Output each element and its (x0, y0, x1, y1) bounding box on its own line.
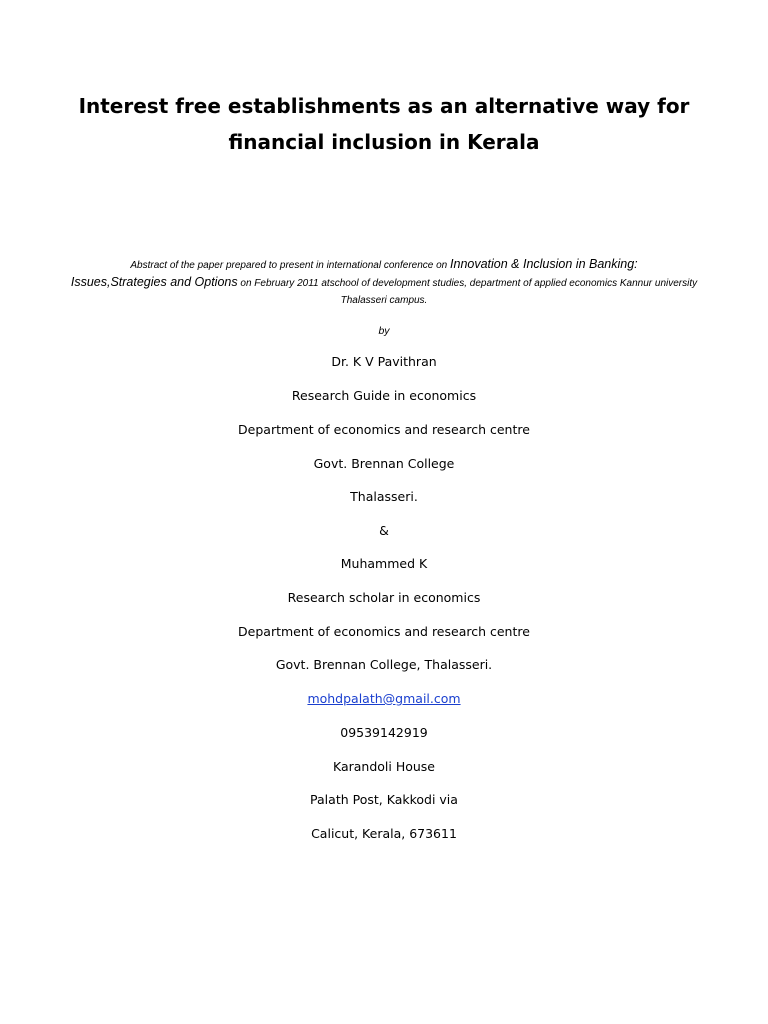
author2-address-line-3: Calicut, Kerala, 673611 (311, 826, 457, 841)
abstract-text-intro: Abstract of the paper prepared to present in international conference on (130, 260, 451, 271)
author2-email-row (0, 690, 768, 708)
conference-name-line-1: Innovation & Inclusion in Banking: (450, 257, 638, 271)
author2-name: Muhammed K (340, 556, 428, 571)
author2-address-line-2: Palath Post, Kakkodi via (310, 792, 458, 807)
author2-department: Department of economics and research centre (238, 624, 530, 639)
by-label: by (378, 325, 390, 337)
author2-college: Govt. Brennan College, Thalasseri. (275, 657, 493, 672)
author2-email-link[interactable]: mohdpalath@gmail.com (307, 691, 461, 706)
abstract-paragraph (70, 256, 698, 309)
author1-name: Dr. K V Pavithran (331, 354, 437, 369)
author1-role: Research Guide in economics (291, 388, 477, 403)
author2-address-line-1: Karandoli House (332, 759, 436, 774)
document-title-line-2: financial inclusion in Kerala (228, 130, 540, 154)
author2-phone: 09539142919 (340, 725, 428, 740)
abstract-text-details: on February 2011 atschool of development studies, department of applied economics Kannur university Thalasseri campus. (237, 278, 698, 306)
author1-college: Govt. Brennan College (313, 456, 455, 471)
author2-role: Research scholar in economics (287, 590, 481, 605)
document-title-line-1: Interest free establishments as an alternative way for (78, 94, 690, 118)
conference-name-line-2: Issues,Strategies and Options (70, 275, 238, 289)
author1-city: Thalasseri. (350, 489, 418, 504)
ampersand: & (379, 523, 389, 538)
author1-department: Department of economics and research centre (238, 422, 530, 437)
